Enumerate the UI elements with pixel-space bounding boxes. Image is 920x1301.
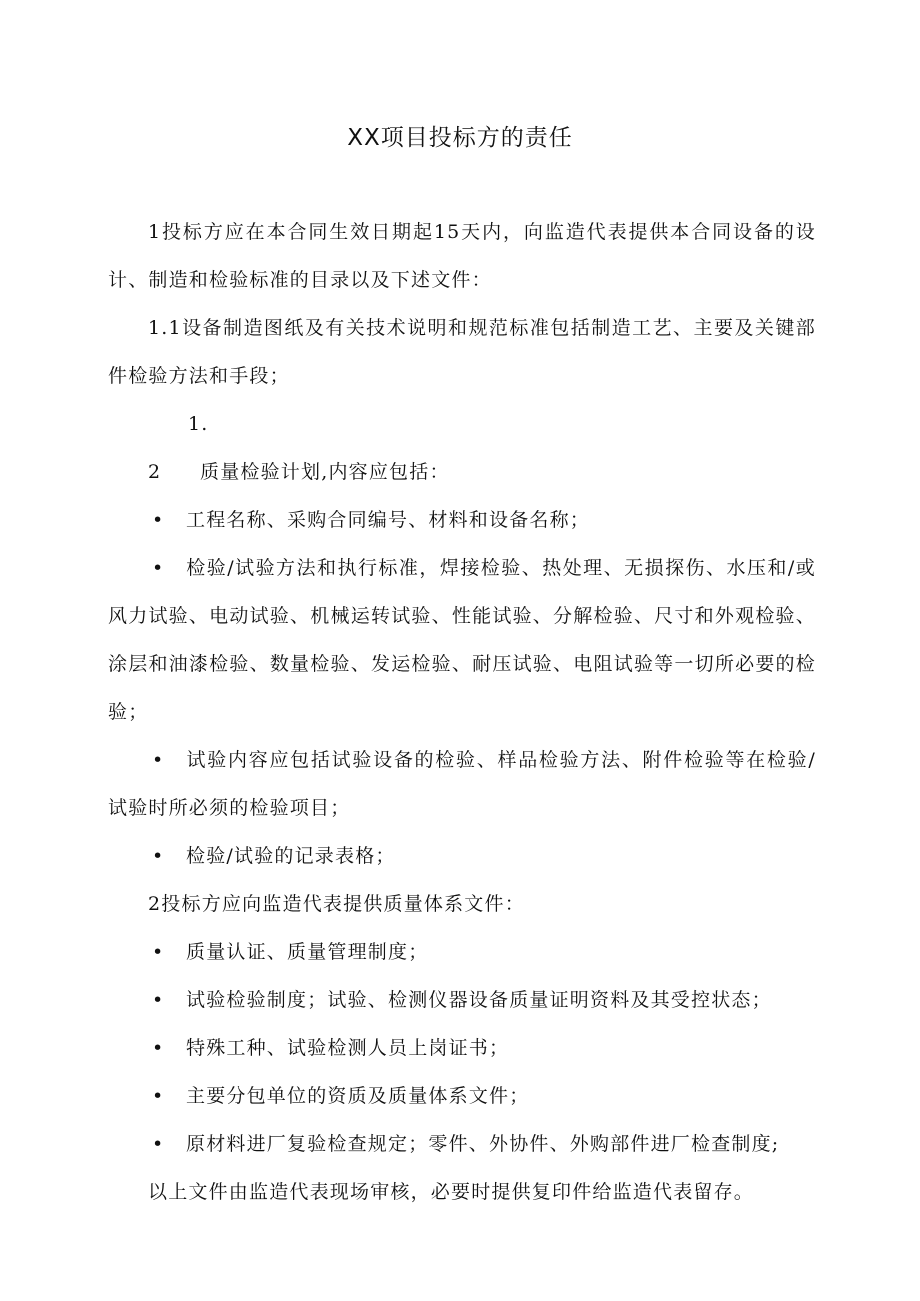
bullet-icon: • <box>152 509 165 531</box>
bullet-icon: • <box>152 1133 165 1155</box>
list-item: • 主要分包单位的资质及质量体系文件； <box>108 1072 816 1120</box>
list-item: • 检验/试验的记录表格； <box>108 832 816 880</box>
bullet-icon: • <box>152 845 165 867</box>
paragraph-1-2 <box>108 400 816 496</box>
closing-paragraph: 以上文件由监造代表现场审核，必要时提供复印件给监造代表留存。 <box>148 1181 755 1203</box>
list-item: • 试验检验制度；试验、检测仪器设备质量证明资料及其受控状态； <box>108 976 816 1024</box>
paragraph-1-2-number: 1.2 <box>148 413 209 483</box>
bullet-icon: • <box>152 941 165 963</box>
paragraph-1-2-text: 质量检验计划,内容应包括： <box>200 461 450 483</box>
list-item: • 原材料进厂复验检查规定；零件、外协件、外购部件进厂检查制度; <box>108 1120 816 1168</box>
paragraph-1: 1投标方应在本合同生效日期起15天内，向监造代表提供本合同设备的设计、制造和检验标准的目录以及下述文件： <box>108 221 816 291</box>
document-title: XX项目投标方的责任 <box>347 125 573 151</box>
list-item: • 特殊工种、试验检测人员上岗证书； <box>108 1024 816 1072</box>
list-item: • 检验/试验方法和执行标准，焊接检验、热处理、无损探伤、水压和/或风力试验、电动试验、机械运转试验、性能试验、分解检验、尺寸和外观检验、涂层和油漆检验、数量检验、发运检验、耐压试验、电阻试验等一切所必要的检验； <box>108 544 816 736</box>
list-item: • 试验内容应包括试验设备的检验、样品检验方法、附件检验等在检验/试验时所必须的检验项目； <box>108 736 816 832</box>
bullet-icon: • <box>152 1085 165 1107</box>
paragraph-1-1: 1.1设备制造图纸及有关技术说明和规范标准包括制造工艺、主要及关键部件检验方法和手段； <box>108 317 816 387</box>
list-item: • 工程名称、采购合同编号、材料和设备名称； <box>108 496 816 544</box>
bullet-icon: • <box>152 557 165 579</box>
document-body <box>108 208 816 1216</box>
bullet-icon: • <box>152 749 165 771</box>
bullet-icon: • <box>152 1037 165 1059</box>
list-item: • 质量认证、质量管理制度； <box>108 928 816 976</box>
paragraph-2: 2投标方应向监造代表提供质量体系文件： <box>148 893 525 915</box>
bullet-icon: • <box>152 989 165 1011</box>
